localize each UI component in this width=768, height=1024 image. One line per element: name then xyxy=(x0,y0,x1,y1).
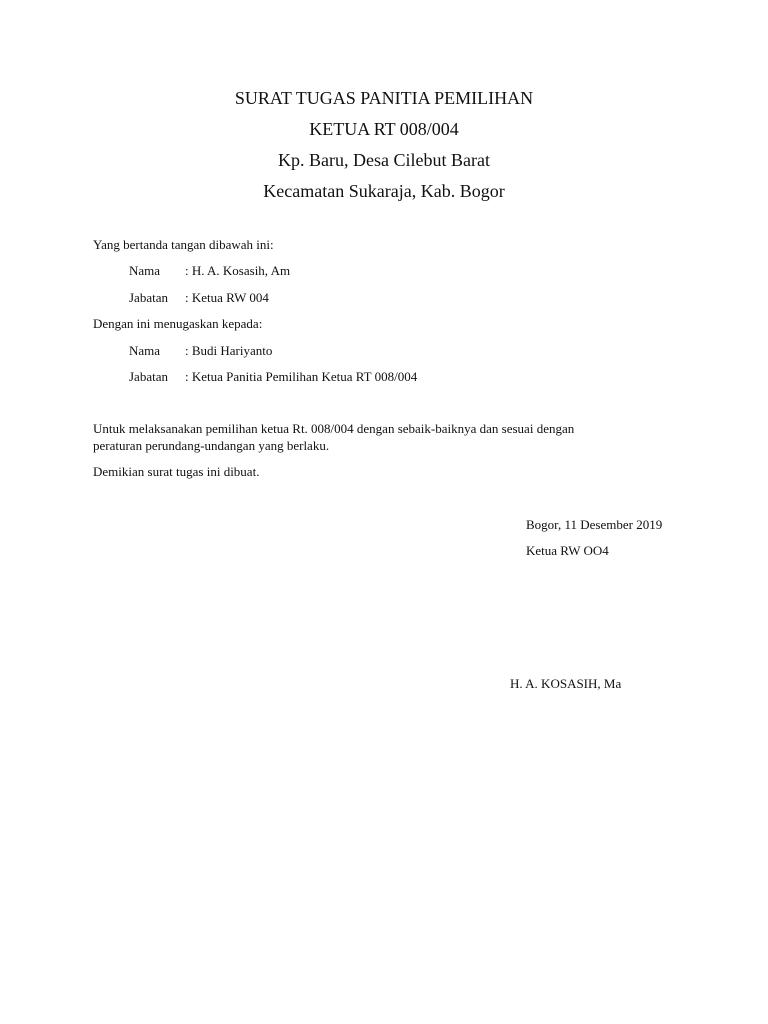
signer-position-value: : Ketua RW 004 xyxy=(185,290,269,305)
signer-name-value: : H. A. Kosasih, Am xyxy=(185,263,291,278)
document-subtitle: KETUA RT 008/004 xyxy=(309,119,459,139)
assignee-name-label: Nama xyxy=(129,343,161,358)
closing-sentence: Demikian surat tugas ini dibuat. xyxy=(93,464,260,479)
assignee-position-label: Jabatan xyxy=(129,369,168,384)
document-title: SURAT TUGAS PANITIA PEMILIHAN xyxy=(234,88,534,108)
signer-position-label: Jabatan xyxy=(129,290,168,305)
signer-name-label: Nama xyxy=(129,263,161,278)
address-line-1: Kp. Baru, Desa Cilebut Barat xyxy=(278,150,490,170)
signer-intro: Yang bertanda tangan dibawah ini: xyxy=(93,237,274,252)
signer-full-name: H. A. KOSASIH, Ma xyxy=(510,676,622,691)
address-line-2: Kecamatan Sukaraja, Kab. Bogor xyxy=(263,181,505,201)
assignee-name-value: : Budi Hariyanto xyxy=(185,343,273,358)
signer-title: Ketua RW OO4 xyxy=(526,543,609,558)
purpose-line-2: peraturan perundang-undangan yang berlaku. xyxy=(93,438,330,453)
assignee-intro: Dengan ini menugaskan kepada: xyxy=(93,316,263,331)
assignee-position-value: : Ketua Panitia Pemilihan Ketua RT 008/004 xyxy=(185,369,418,384)
purpose-line-1: Untuk melaksanakan pemilihan ketua Rt. 008/004 dengan sebaik-baiknya dan sesuai dengan xyxy=(93,421,575,436)
place-date: Bogor, 11 Desember 2019 xyxy=(526,517,663,532)
